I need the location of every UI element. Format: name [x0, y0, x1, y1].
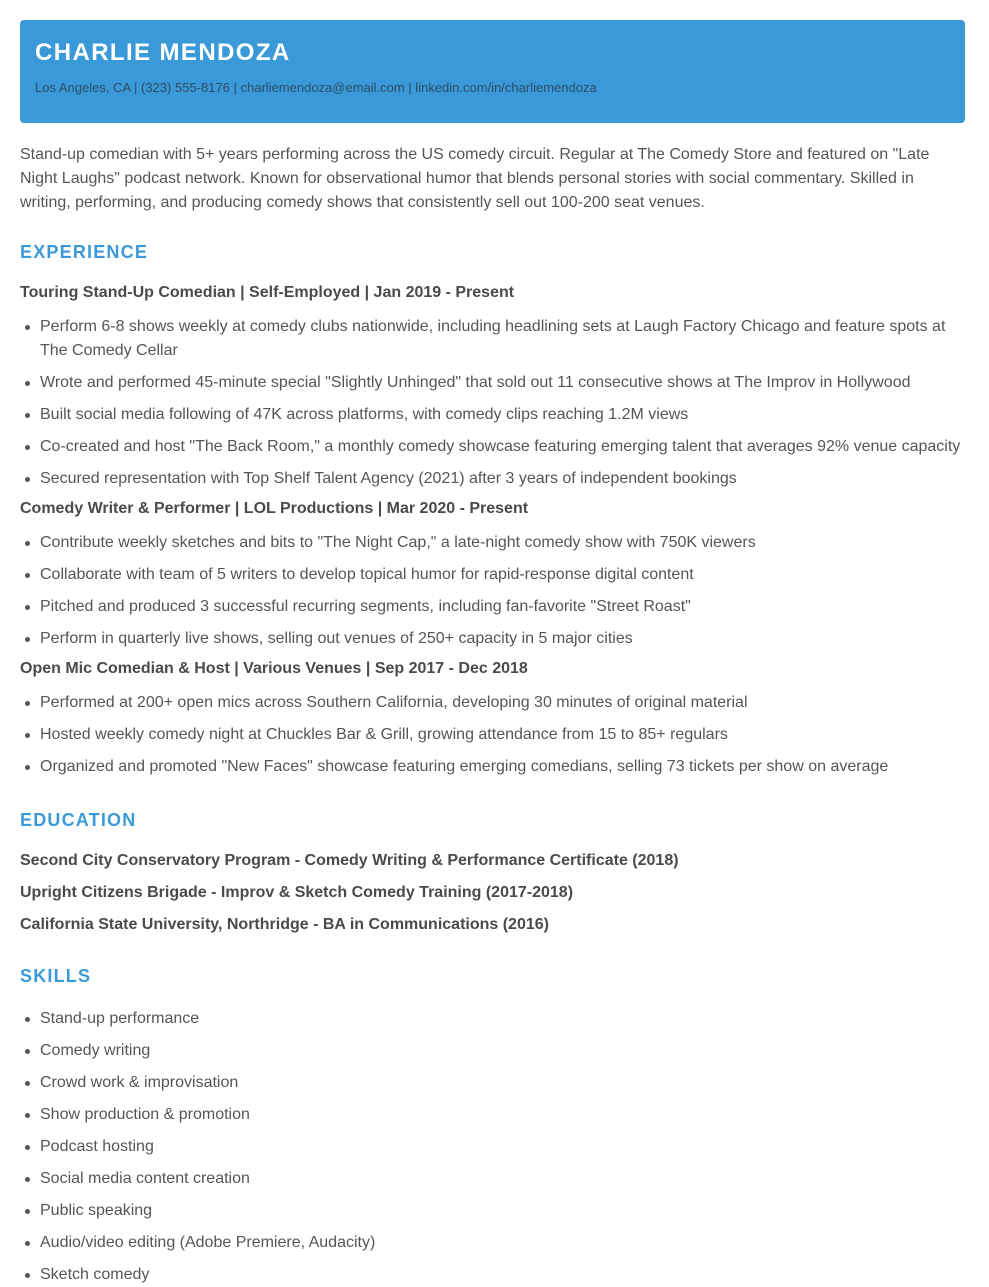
experience-heading: EXPERIENCE	[20, 242, 149, 262]
skills-heading: SKILLS	[20, 966, 92, 986]
list-item: Collaborate with team of 5 writers to develop topical humor for rapid-response digital content	[20, 563, 965, 587]
job-title: Comedy Writer & Performer | LOL Productions | Mar 2020 - Present	[20, 500, 529, 517]
list-item: Wrote and performed 45-minute special "Slightly Unhinged" that sold out 11 consecutive shows at The Improv in Hollywood	[20, 371, 965, 395]
list-item: Audio/video editing (Adobe Premiere, Audacity)	[20, 1231, 965, 1255]
job-entry	[20, 499, 965, 651]
list-item: Perform in quarterly live shows, selling out venues of 250+ capacity in 5 major cities	[20, 627, 965, 651]
resume-header	[20, 20, 965, 123]
job-bullets	[20, 691, 965, 779]
job-entry	[20, 659, 965, 779]
job-title: Touring Stand-Up Comedian | Self-Employed | Jan 2019 - Present	[20, 284, 515, 301]
education-section	[20, 809, 965, 935]
education-item: Second City Conservatory Program - Comedy Writing & Performance Certificate (2018)	[20, 852, 679, 869]
list-item: Pitched and produced 3 successful recurring segments, including fan-favorite "Street Roast"	[20, 595, 965, 619]
list-item: Secured representation with Top Shelf Talent Agency (2021) after 3 years of independent bookings	[20, 467, 965, 491]
job-bullets	[20, 315, 965, 491]
list-item: Perform 6-8 shows weekly at comedy clubs nationwide, including headlining sets at Laugh Factory Chicago and feature spots at The Comedy Cellar	[20, 315, 965, 363]
list-item: Built social media following of 47K across platforms, with comedy clips reaching 1.2M views	[20, 403, 965, 427]
job-bullets	[20, 531, 965, 651]
list-item: Contribute weekly sketches and bits to "The Night Cap," a late-night comedy show with 750K viewers	[20, 531, 965, 555]
skills-section	[20, 965, 965, 1287]
job-title: Open Mic Comedian & Host | Various Venues | Sep 2017 - Dec 2018	[20, 660, 528, 677]
list-item: Crowd work & improvisation	[20, 1071, 965, 1095]
list-item: Public speaking	[20, 1199, 965, 1223]
list-item: Social media content creation	[20, 1167, 965, 1191]
list-item: Hosted weekly comedy night at Chuckles Bar & Grill, growing attendance from 15 to 85+ regulars	[20, 723, 965, 747]
list-item: Performed at 200+ open mics across Southern California, developing 30 minutes of original material	[20, 691, 965, 715]
job-entry	[20, 283, 965, 491]
list-item: Organized and promoted "New Faces" showcase featuring emerging comedians, selling 73 tickets per show on average	[20, 755, 965, 779]
list-item: Stand-up performance	[20, 1007, 965, 1031]
contact-line: Los Angeles, CA | (323) 555-8176 | charliemendoza@email.com | linkedin.com/in/charliemendoza	[35, 80, 597, 95]
list-item: Podcast hosting	[20, 1135, 965, 1159]
education-item: Upright Citizens Brigade - Improv & Sketch Comedy Training (2017-2018)	[20, 884, 574, 901]
list-item: Co-created and host "The Back Room," a monthly comedy showcase featuring emerging talent that averages 92% venue capacity	[20, 435, 965, 459]
professional-summary: Stand-up comedian with 5+ years performing across the US comedy circuit. Regular at The Comedy Store and featured on "Late Night Laughs" podcast network. Known for observational humor that blends personal stories with social commentary. Skilled in writing, performing, and producing comedy shows that consistently sell out 100-200 seat venues.	[20, 146, 930, 211]
list-item: Sketch comedy	[20, 1263, 965, 1287]
education-item: California State University, Northridge - BA in Communications (2016)	[20, 916, 549, 933]
skills-list	[20, 1007, 965, 1287]
list-item: Comedy writing	[20, 1039, 965, 1063]
list-item: Show production & promotion	[20, 1103, 965, 1127]
experience-section	[20, 241, 965, 779]
candidate-name: CHARLIE MENDOZA	[35, 39, 291, 66]
education-heading: EDUCATION	[20, 810, 137, 830]
